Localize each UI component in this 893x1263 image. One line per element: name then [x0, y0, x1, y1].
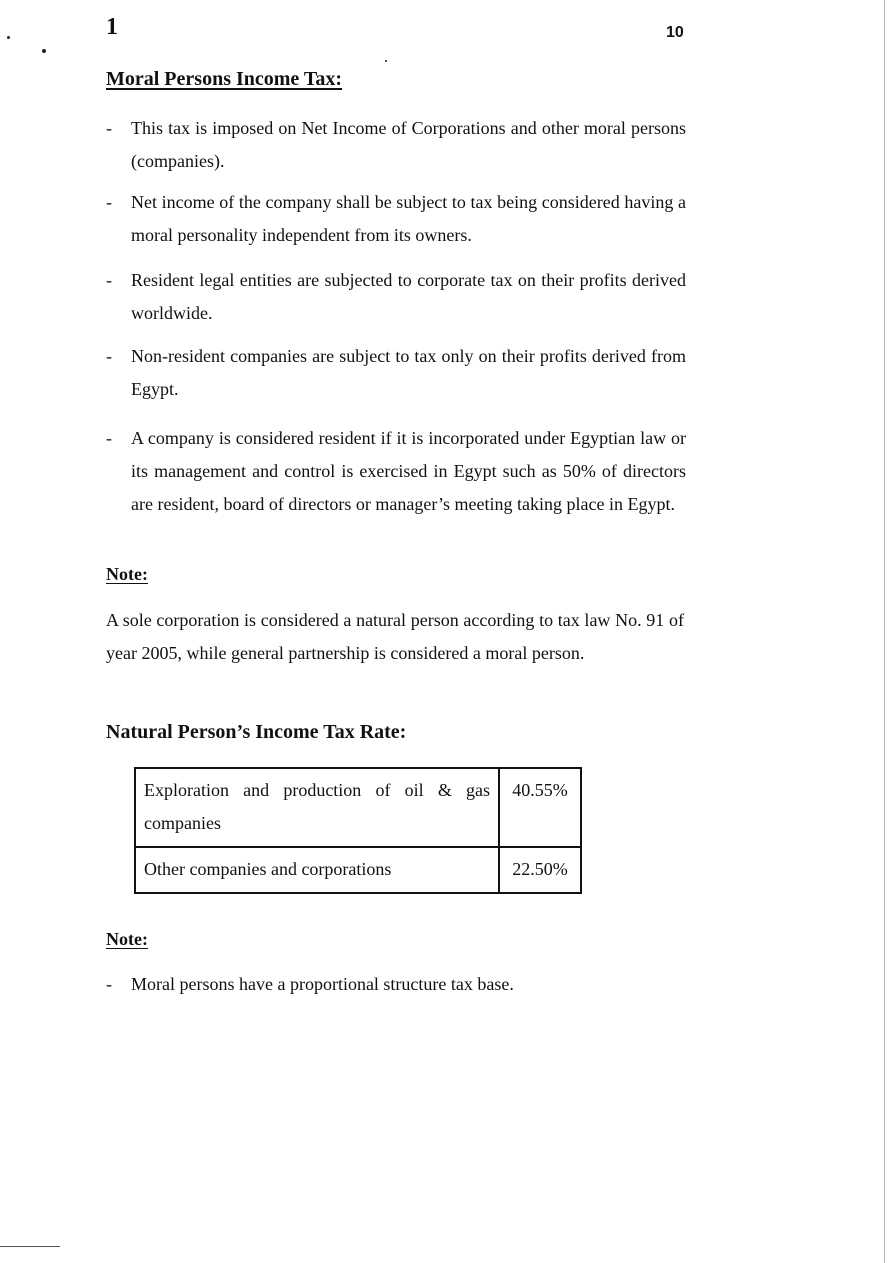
scan-speck — [7, 36, 10, 39]
table-row — [135, 847, 581, 893]
table-cell-description: Other companies and corporations — [135, 847, 499, 893]
bullet-dash: - — [106, 192, 112, 212]
note-label: Note: — [106, 564, 148, 584]
bullet-item — [106, 112, 686, 178]
page-number: 10 — [666, 24, 684, 41]
bullet-text: Non-resident companies are subject to tax only on their profits derived from Egypt. — [131, 346, 686, 399]
bullet-item — [106, 340, 686, 406]
table-row — [135, 768, 581, 847]
bullet-item — [106, 264, 686, 330]
table-cell-description: Exploration and production of oil & gas companies — [135, 768, 499, 847]
table-cell-rate: 40.55% — [499, 768, 581, 847]
bullet-item — [106, 422, 686, 521]
page-edge-line — [884, 0, 885, 1263]
section-heading-moral-persons-tax: Moral Persons Income Tax: — [106, 68, 343, 90]
bullet-item — [106, 186, 686, 252]
bullet-text: Net income of the company shall be subject to tax being considered having a moral personality independent from its owners. — [131, 192, 686, 245]
table-cell-rate: 22.50% — [499, 847, 581, 893]
scan-speck — [385, 60, 387, 62]
bullet-dash: - — [106, 974, 112, 994]
tax-rate-table — [134, 767, 582, 894]
bullet-dash: - — [106, 118, 112, 138]
bullet-text: A company is considered resident if it is incorporated under Egyptian law or its management and control is exercised in Egypt such as 50% of directors are resident, board of directors or manager’s meeting taking place in Egypt. — [131, 428, 686, 514]
bullet-item — [106, 968, 686, 1001]
bullet-text: This tax is imposed on Net Income of Corporations and other moral persons (companies). — [131, 118, 686, 171]
bullet-dash: - — [106, 270, 112, 290]
note-text: A sole corporation is considered a natural person according to tax law No. 91 of year 2005, while general partnership is considered a moral person. — [106, 610, 684, 663]
note-label: Note: — [106, 929, 148, 949]
bullet-text: Moral persons have a proportional structure tax base. — [131, 974, 514, 994]
scan-speck — [42, 49, 46, 53]
footer-rule — [0, 1246, 60, 1247]
bullet-dash: - — [106, 428, 112, 448]
bullet-dash: - — [106, 346, 112, 366]
bullet-text: Resident legal entities are subjected to corporate tax on their profits derived worldwide. — [131, 270, 686, 323]
corner-number: 1 — [106, 14, 118, 40]
section-heading-natural-person-tax-rate: Natural Person’s Income Tax Rate: — [106, 721, 407, 743]
